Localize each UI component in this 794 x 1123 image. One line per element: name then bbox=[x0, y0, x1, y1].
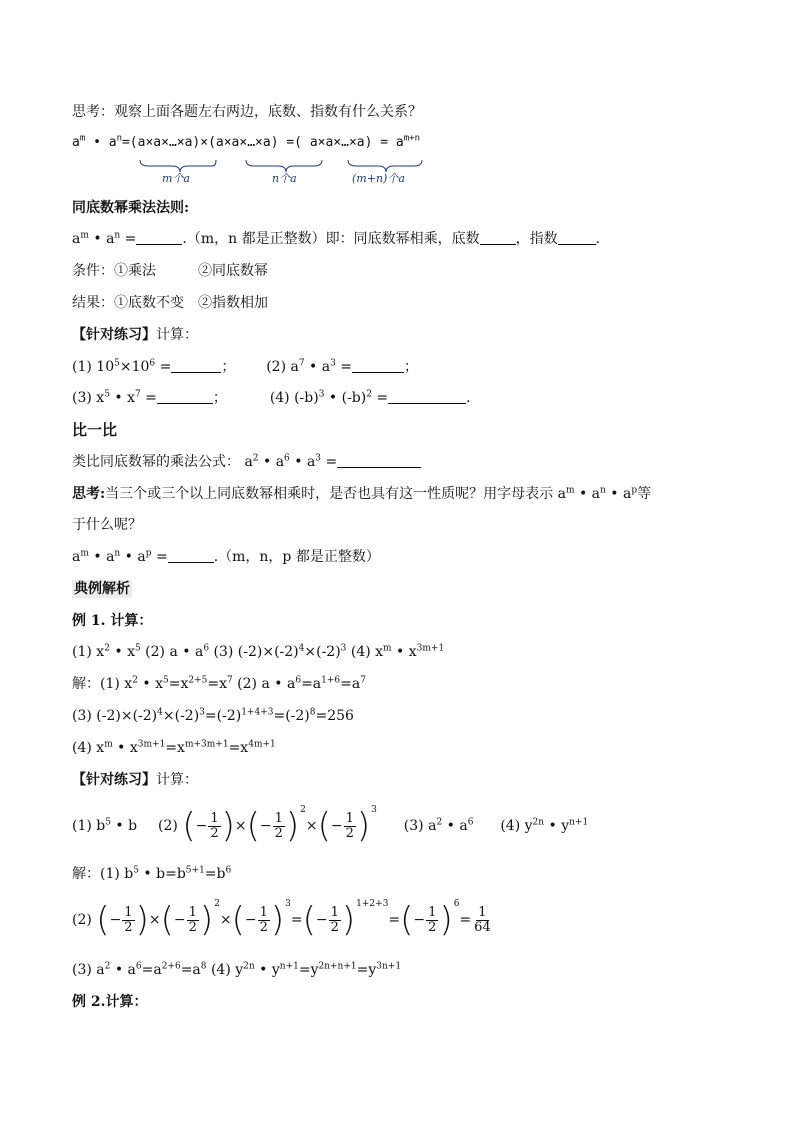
blank-rule3[interactable] bbox=[168, 548, 214, 563]
fraction-group-solution: ( − $\frac{1}{2}$ ) × ( − $\frac{1}{2}$ ) 2 × ( − $\frac{1}{2}$ ) 3 = ( − $\frac{1}{2}$ ) 1+2+3 = ( − $\frac{1}{2}$ ) 6 = $\frac{1}{64}$ bbox=[96, 899, 491, 940]
blank-p1[interactable] bbox=[171, 358, 221, 373]
expansion-formula: $a^m$ • $a^n=(a\times a\times\dots\times a)\times(a\times a\times\dots\times a)$ =( a×a×…×a) = $a^{m+n}$ bbox=[72, 133, 421, 150]
example-1-solution-1: 解：(1) $x^2$ • $x^5=x^{2+5}=x^7$ (2) a • $a^6=a^{1+6}=a^7$ bbox=[72, 675, 366, 692]
example-1-questions: (1) $x^2$ • $x^5$ (2) a • $a^6$ (3) $(-2)\times(-2)^4\times(-2)^3$ (4) $x^m$ • $x^{3m+1}$ bbox=[72, 643, 445, 660]
blank-p4[interactable] bbox=[388, 389, 466, 404]
practice-heading-1: 【针对练习】计算： bbox=[72, 327, 198, 343]
practice-2-solution-1: 解：(1) $b^5$ • $b=b^{5+1}=b^6$ bbox=[72, 865, 232, 882]
blank-p2[interactable] bbox=[352, 358, 404, 373]
blank-p3[interactable] bbox=[157, 389, 213, 404]
practice-2-solution-2: (2) ( − $\frac{1}{2}$ ) × ( − $\frac{1}{2}$ ) 2 × ( − $\frac{1}{2}$ ) 3 = ( − $\frac{1}{2}$ ) 1+2+3 = ( − $\frac{1}{2}$ ) 6 = $\frac{1}{64}$ bbox=[72, 898, 494, 946]
fraction-group-q2: ( − $\frac{1}{2}$ ) × ( − $\frac{1}{2}$ ) 2 × ( − $\frac{1}{2}$ ) 3 bbox=[182, 805, 377, 846]
result-line: 结果：①底数不变 ②指数相加 bbox=[72, 295, 268, 311]
think-question-1: 思考：观察上面各题左右两边，底数、指数有什么关系？ bbox=[72, 104, 422, 120]
rule-three-factors: $a^m$ • $a^n$ • $a^p = .(m$，n，p 都是正整数） bbox=[72, 548, 380, 565]
rule-title: 同底数幂乘法法则: bbox=[72, 200, 190, 216]
blank-exponent[interactable] bbox=[558, 230, 596, 245]
practice-row-1: (1) $10^5\times 10^6$ = ； (2) $a^7$ • $a^3$ = ； bbox=[72, 358, 419, 375]
think-question-2-cont: 于什么呢？ bbox=[72, 517, 142, 533]
example-1-title: 例 1. 计算： bbox=[72, 613, 153, 629]
example-1-solution-2: (3) $(-2)\times(-2)^4\times(-2)^3=(-2)^{1+4+3}=(-2)^8=256$ bbox=[72, 707, 354, 724]
example-1-solution-3: (4) $x^m$ • $x^{3m+1}=x^{m+3m+1}=x^{4m+1}$ bbox=[72, 739, 276, 756]
blank-base[interactable] bbox=[480, 230, 516, 245]
rule-statement: $a^m$ • $a^n = .(m$，n 都是正整数）即：同底数幂相乘，底数 ，指数 . bbox=[72, 230, 601, 247]
blank-rule[interactable] bbox=[136, 230, 182, 245]
analogy-line: 类比同底数幂的乘法公式： $a^2$ • $a^6$ • $a^3$ = bbox=[72, 452, 421, 472]
example-2-title: 例 2.计算： bbox=[72, 994, 148, 1010]
brace-label-n: n个a bbox=[272, 172, 297, 185]
brace-label-mn: (m+n)个a bbox=[352, 172, 405, 185]
blank-analogy[interactable] bbox=[337, 453, 421, 468]
practice-row-2: (3) $x^5$ • $x^7$ = ； (4) $(-b)^3$ • $(-b)^2$ = . bbox=[72, 389, 471, 406]
think-question-2: 思考:当三个或三个以上同底数幂相乘时，是否也具有这一性质呢？用字母表示 $a^m$ • $a^n$ • $a^p$等 bbox=[72, 485, 652, 502]
practice-heading-2: 【针对练习】计算： bbox=[72, 772, 198, 788]
brace-label-m: m个a bbox=[162, 172, 190, 185]
practice-2-questions: (1) $b^5$ • b (2) ( − $\frac{1}{2}$ ) × ( − $\frac{1}{2}$ ) 2 × ( − $\frac{1}{2}$ ) 3 (3) $a^2$ • $a^6$ (4) $y^{2n}$ • $y^{n+1}$ bbox=[72, 805, 589, 846]
condition-line: 条件：①乘法 ②同底数幂 bbox=[72, 263, 268, 279]
practice-2-solution-3: (3) $a^2$ • $a^6=a^{2+6}=a^8$ (4) $y^{2n}$ • $y^{n+1}=y^{2n+n+1}=y^{3n+1}$ bbox=[72, 961, 402, 978]
compare-title: 比一比 bbox=[72, 421, 118, 439]
example-section-title: 典例解析 bbox=[74, 581, 130, 597]
